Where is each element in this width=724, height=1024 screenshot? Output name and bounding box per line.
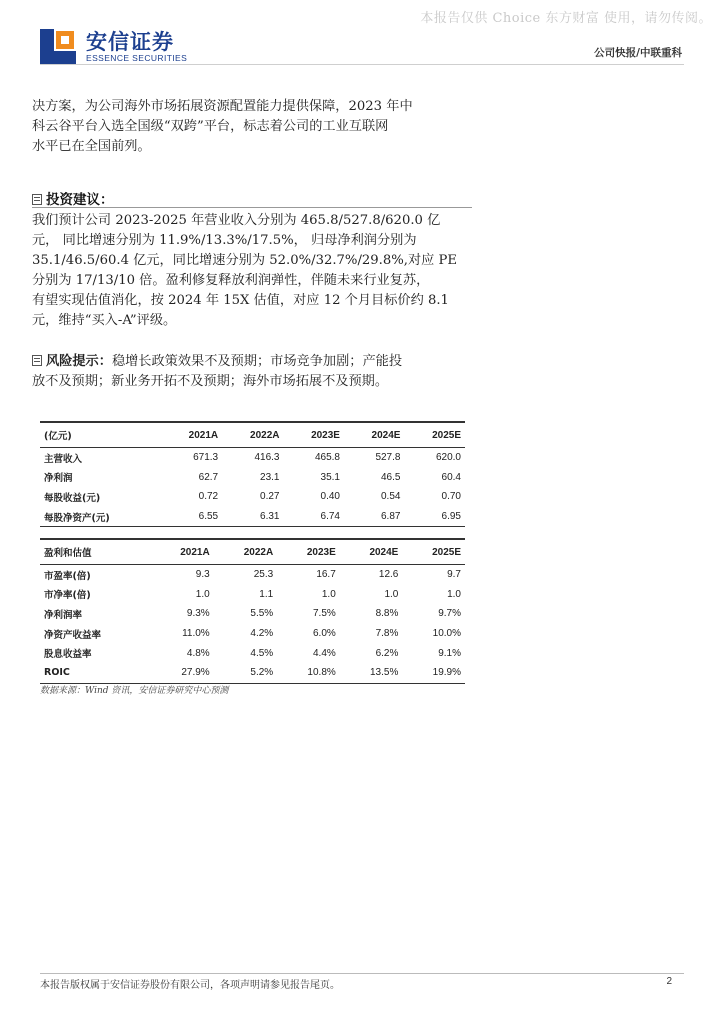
table-cell: 1.0 [321,588,336,600]
table-cell: 62.7 [198,471,219,483]
table-cell: 4.2% [250,628,274,640]
table-cell: 5.5% [250,608,274,620]
table-row [40,448,465,468]
table-cell: 6.0% [312,628,336,640]
risk-heading: 风险提示： [46,354,112,369]
logo-chinese-name: 安信证券 [86,30,174,54]
footer-divider [40,973,684,974]
document-icon [32,355,42,366]
row-label: 每股净资产(元) [44,512,110,524]
column-header: 2022A [250,429,280,441]
intro-line: 水平已在全国前列。 [32,139,151,154]
table-row [40,585,465,605]
invest-paragraph [32,211,470,331]
financial-table [40,421,465,527]
company-logo [40,26,200,66]
table-cell: 0.27 [260,491,280,503]
risk-paragraph [32,352,470,392]
table-cell: 6.31 [260,511,280,523]
row-label: ROIC [44,667,70,679]
table-cell: 1.0 [447,588,461,600]
table-cell: 27.9% [181,667,210,679]
document-icon [32,194,42,205]
table-cell: 1.0 [384,588,399,600]
table-cell: 416.3 [254,452,280,464]
table-cell: 9.7 [447,569,461,581]
invest-line: 我们预计公司 2023-2025 年营业收入分别为 465.8/527.8/620.0 亿 [32,213,441,228]
table-cell: 19.9% [432,667,461,679]
table-cell: 9.3% [186,608,210,620]
invest-line: 元，维持“买入-A”评级。 [32,313,177,328]
risk-line: 放不及预期；新业务开拓不及预期；海外市场拓展不及预期。 [32,374,389,389]
table-cell: 13.5% [370,667,399,679]
table-cell: 35.1 [320,471,340,483]
table-cell: 0.54 [381,491,401,503]
table-cell: 9.3 [195,569,210,581]
invest-line: 有望实现估值消化，按 2024 年 15X 估值，对应 12 个月目标价约 8.1 [32,293,449,308]
intro-line: 科云谷平台入选全国级“双跨”平台，标志着公司的工业互联网 [32,119,389,134]
table-row [40,643,465,663]
risk-text: 稳增长政策效果不及预期；市场竞争加剧；产能投 [111,354,403,369]
table-cell: 527.8 [375,452,401,464]
table-cell: 465.8 [314,452,340,464]
column-header: 2021A [180,546,210,558]
table-cell: 671.3 [193,452,219,464]
table-cell: 6.74 [320,511,340,523]
header-divider [40,64,684,65]
table-cell: 6.55 [198,511,219,523]
table-cell: 6.2% [375,647,399,659]
table-cell: 8.8% [375,608,399,620]
table-cell: 11.0% [182,628,210,640]
column-header: 2023E [306,546,336,558]
table-cell: 7.8% [375,628,399,640]
valuation-table [40,538,465,684]
row-label: 主营收入 [44,453,83,465]
table-cell: 5.2% [250,667,274,679]
report-type-label: 公司快报/中联重科 [594,47,682,59]
table-cell: 4.8% [186,647,210,659]
table-cell: 25.3 [253,569,274,581]
column-header: 2021A [188,429,219,441]
column-header: 2022A [243,546,274,558]
row-label: 净利润 [44,473,73,485]
table-row [40,604,465,624]
table-cell: 0.70 [441,491,461,503]
row-label: 市盈率(倍) [44,570,91,582]
column-header: 2025E [432,429,461,441]
table-header-row [40,422,465,448]
table-cell: 1.1 [259,588,274,600]
table-cell: 620.0 [435,452,461,464]
column-header: 2024E [371,429,401,441]
invest-heading-text: 投资建议： [46,192,114,208]
table-row [40,468,465,488]
risk-line [32,352,470,372]
table-row [40,565,465,585]
table-cell: 9.7% [438,608,461,620]
table-cell: 46.5 [381,471,401,483]
table-row [40,507,465,527]
table-row [40,487,465,507]
logo-english-name: ESSENCE SECURITIES [86,53,188,63]
watermark-text: 本报告仅供 Choice 东方财富 使用，请勿传阅。 [420,11,712,26]
table-cell: 1.0 [195,588,210,600]
table-cell: 7.5% [312,608,336,620]
table-cell: 10.0% [432,628,461,640]
invest-line: 元， 同比增速分别为 11.9%/13.3%/17.5%， 归母净利润分别为 [32,233,417,248]
row-label: 每股收益(元) [44,492,101,504]
table-cell: 10.8% [307,667,336,679]
table-cell: 4.4% [312,647,336,659]
table-row [40,663,465,683]
table-row [40,624,465,644]
column-header: 2024E [369,546,399,558]
invest-divider [32,207,472,208]
intro-paragraph [32,97,470,157]
column-header: 2025E [432,546,461,558]
column-header: (亿元) [44,431,72,442]
footer-disclaimer: 本报告版权属于安信证券股份有限公司，各项声明请参见报告尾页。 [40,980,340,991]
table-cell: 9.1% [438,647,461,659]
row-label: 净利润率 [44,609,83,621]
table-cell: 0.40 [320,491,340,503]
row-label: 市净率(倍) [44,590,91,602]
page-number: 2 [666,976,672,987]
logo-mark-icon [40,29,76,65]
table-cell: 0.72 [198,491,219,503]
table-header-row [40,539,465,565]
table-cell: 23.1 [260,471,280,483]
table-cell: 6.95 [441,511,461,523]
column-header: 2023E [311,429,340,441]
row-label: 净资产收益率 [44,629,102,641]
table-cell: 16.7 [316,569,336,581]
invest-line: 35.1/46.5/60.4 亿元，同比增速分别为 52.0%/32.7%/29.8%,对应 PE [32,253,458,268]
invest-line: 分别为 17/13/10 倍。盈利修复释放利润弹性，伴随未来行业复苏， [32,273,430,288]
table-cell: 12.6 [378,569,399,581]
intro-line: 决方案，为公司海外市场拓展资源配置能力提供保障，2023 年中 [32,99,413,114]
column-header: 盈利和估值 [44,548,92,559]
invest-heading [32,188,114,208]
table-cell: 6.87 [381,511,401,523]
table-cell: 4.5% [250,647,274,659]
data-source-note: 数据来源：Wind 资讯，安信证券研究中心预测 [40,686,229,696]
table-cell: 60.4 [441,471,461,483]
row-label: 股息收益率 [44,649,92,661]
